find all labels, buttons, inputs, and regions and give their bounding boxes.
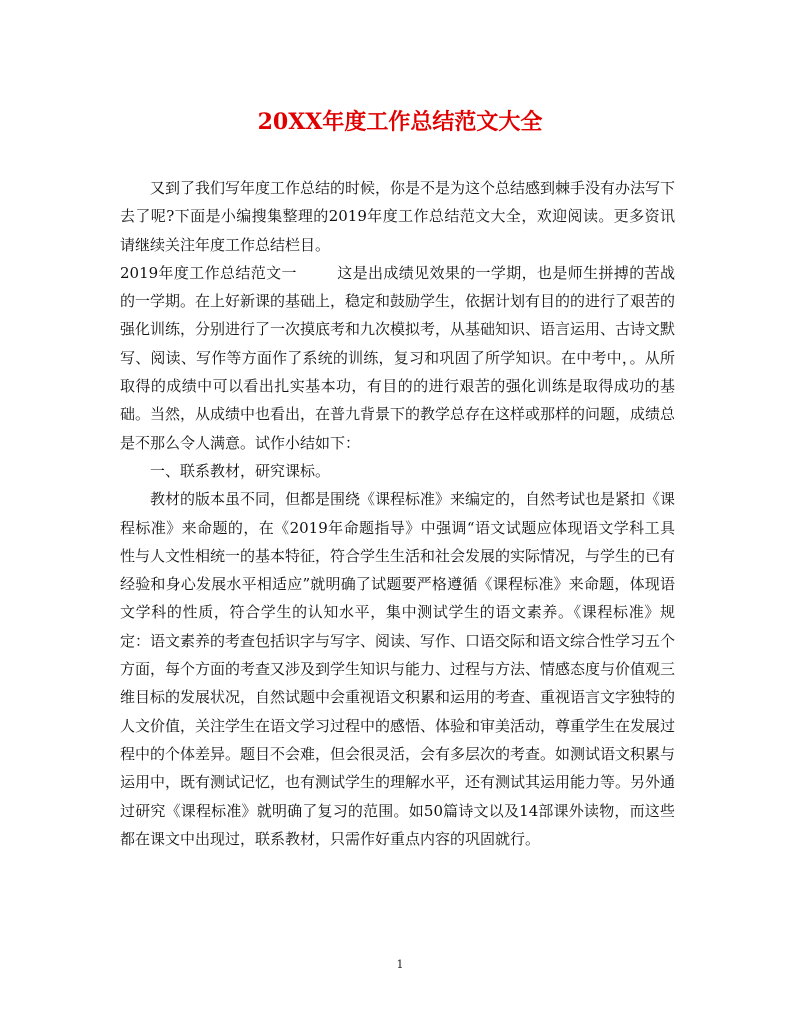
section-paragraph: [120, 259, 675, 457]
section-label: 2019年度工作总结范文一: [120, 263, 297, 282]
page-number: 1: [396, 958, 404, 971]
point-one-heading: 一、联系教材，研究课标。: [150, 461, 331, 480]
body-paragraph: 教材的版本虽不同，但都是围绕《课程标准》来编定的，自然考试也是紧扣《课程标准》来命题的，在《2019年命题指导》中强调“语文试题应体现语文学科工具性与人文性相统一的基本特征，符合学生生活和社会发展的实际情况，与学生的已有经验和身心发展水平相适应”就明确了试题要严格遵循《课程标准》来命题，体现语文学科的性质，符合学生的认知水平，集中测试学生的语文素养。《课程标准》规定：语文素养的考查包括识字与写字、阅读、写作、口语交际和语文综合性学习五个方面，每个方面的考查又涉及到学生知识与能力、过程与方法、情感态度与价值观三维目标的发展状况，自然试题中会重视语文积累和运用的考查、重视语言文字独特的人文价值，关注学生在语文学习过程中的感悟、体验和审美活动，尊重学生在发展过程中的个体差异。题目不会难，但会很灵活，会有多层次的考查。如测试语文积累与运用中，既有测试记忆，也有测试学生的理解水平，还有测试其运用能力等。另外通过研究《课程标准》就明确了复习的范围。如50篇诗文以及14部课外读物，而这些都在课文中出现过，联系教材，只需作好重点内容的巩固就行。: [120, 490, 676, 848]
document-title: 20XX年度工作总结范文大全: [257, 109, 543, 135]
section-text: 这是出成绩见效果的一学期，也是师生拼搏的苦战的一学期。在上好新课的基础上，稳定和鼓励学生，依据计划有目的的进行了艰苦的强化训练，分别进行了一次摸底考和九次模拟考，从基础知识、语言运用、古诗文默写、阅读、写作等方面作了系统的训练，复习和巩固了所学知识。在中考中，。从所取得的成绩中可以看出扎实基本功，有目的的进行艰苦的强化训练是取得成功的基础。当然，从成绩中也看出，在普九背景下的教学总存在这样或那样的问题，成绩总是不那么令人满意。试作小结如下：: [120, 263, 676, 452]
document-body: [120, 174, 675, 853]
intro-paragraph: 又到了我们写年度工作总结的时候，你是不是为这个总结感到棘手没有办法写下去了呢?下面是小编搜集整理的2019年度工作总结范文大全，欢迎阅读。更多资讯请继续关注年度工作总结栏目。: [120, 179, 676, 254]
